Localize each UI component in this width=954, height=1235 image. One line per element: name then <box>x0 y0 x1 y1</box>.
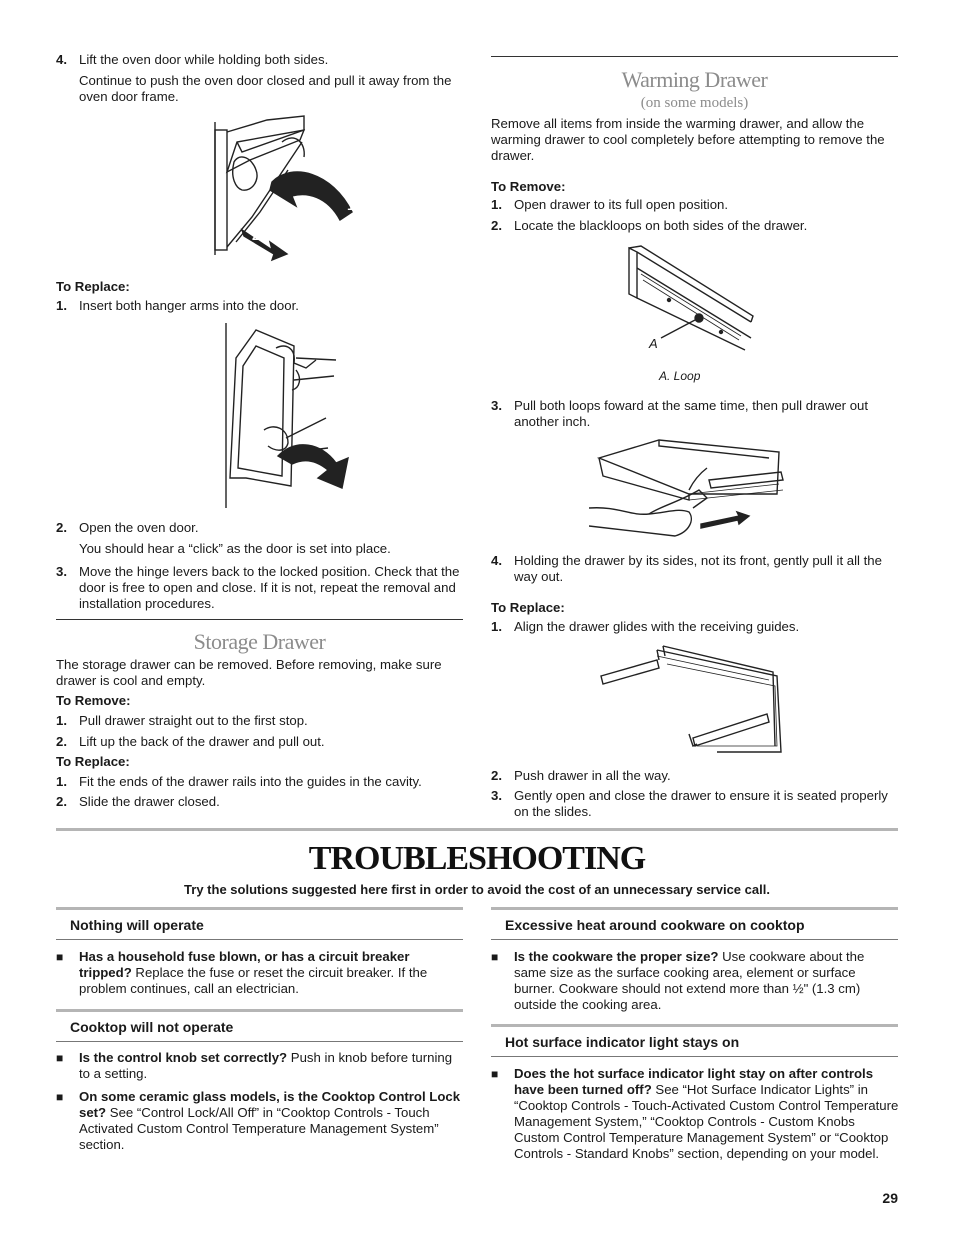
replace-step-2: 2. Open the oven door. You should hear a “click” as the door is set into place. <box>56 520 391 556</box>
troubleshooting-title: TROUBLESHOOTING <box>308 840 646 877</box>
bullet-icon: ■ <box>491 1067 499 1081</box>
warming-remove-1: 1. Open drawer to its full open position. <box>491 197 729 212</box>
bullet-icon: ■ <box>56 1051 64 1065</box>
storage-remove-1: 1. Pull drawer straight out to the first stop. <box>56 713 308 728</box>
drawer-loop-illustration <box>621 244 756 354</box>
figure-label-2: 2 <box>252 228 260 243</box>
warming-replace-2: 2. Push drawer in all the way. <box>491 768 671 783</box>
header-underline <box>491 939 898 940</box>
step-text: Lift the oven door while holding both sides. <box>79 52 329 67</box>
storage-remove-2: 2. Lift up the back of the drawer and pull out. <box>56 734 325 749</box>
header-rule <box>491 907 898 910</box>
replace-step-1: 1. Insert both hanger arms into the door. <box>56 298 299 313</box>
heat-item: ■ Is the cookware the proper size? Use cookware about the same size as the surface cooking area, element or surface burner. Cookware should not extend more than ½" (1.3 cm) outside the cooking area. <box>491 949 865 1012</box>
pull-loops-illustration <box>589 436 789 546</box>
warming-remove-2: 2. Locate the blackloops on both sides of the drawer. <box>491 218 808 233</box>
warming-drawer-title: Warming Drawer <box>621 67 768 92</box>
header-rule <box>56 907 463 910</box>
hot-surface-heading: Hot surface indicator light stays on <box>505 1034 740 1050</box>
storage-replace-heading: To Replace: <box>56 754 130 769</box>
header-underline <box>56 939 463 940</box>
header-underline <box>56 1041 463 1042</box>
nothing-item: ■ Has a household fuse blown, or has a circuit breaker tripped? Replace the fuse or reset the circuit breaker. If the problem continues, call an electrician. <box>56 949 428 996</box>
warming-drawer-subtitle: (on some models) <box>640 95 749 111</box>
oven-door-lift-illustration <box>212 112 372 262</box>
storage-intro: The storage drawer can be removed. Before removing, make sure drawer is cool and empty. <box>56 657 442 688</box>
storage-remove-heading: To Remove: <box>56 693 131 708</box>
figure-label-1: 1 <box>347 197 355 213</box>
replace-step-3: 3. Move the hinge levers back to the locked position. Check that the door is free to open and close. If it is not, repeat the removal and installation procedures. <box>56 564 460 611</box>
header-underline <box>491 1056 898 1057</box>
step-4 <box>56 52 466 105</box>
section-divider <box>491 56 898 57</box>
page-number: 29 <box>882 1190 898 1206</box>
warming-intro: Remove all items from inside the warming drawer, and allow the warming drawer to cool completely before attempting to remove the drawer. <box>491 116 885 163</box>
cooktop-item-2: ■ On some ceramic glass models, is the Cooktop Control Lock set? See “Control Lock/All Off” in “Cooktop Controls - Touch Activated Custom Control Temperature Management System” section. <box>56 1089 461 1152</box>
bullet-icon: ■ <box>56 950 64 964</box>
section-divider <box>56 619 463 620</box>
storage-replace-2: 2. Slide the drawer closed. <box>56 794 220 809</box>
storage-drawer-title: Storage Drawer <box>193 629 326 654</box>
cooktop-not-operate-heading: Cooktop will not operate <box>70 1019 234 1035</box>
figure-label-a: A <box>649 336 658 351</box>
hot-item: ■ Does the hot surface indicator light stay on after controls have been turned off? See “Hot Surface Indicator Lights” in “Cooktop Controls - Touch-Activated Custom Control Temperature Management System,” “Cooktop Controls - Custom Knobs Custom Control Temperature Management System” or “Cooktop Controls - Standard Knobs” section, depending on your model. <box>491 1066 899 1161</box>
to-replace-heading: To Replace: <box>56 279 130 294</box>
excessive-heat-heading: Excessive heat around cookware on cooktop <box>505 917 805 933</box>
troubleshooting-top-rule <box>56 828 898 831</box>
drawer-glides-illustration <box>597 642 792 757</box>
header-rule <box>491 1024 898 1027</box>
warming-replace-1: 1. Align the drawer glides with the receiving guides. <box>491 619 800 634</box>
bullet-icon: ■ <box>491 950 499 964</box>
warming-remove-4: 4. Holding the drawer by its sides, not its front, gently pull it all the way out. <box>491 553 882 584</box>
bullet-icon: ■ <box>56 1090 64 1104</box>
step-continuation: Continue to push the oven door closed and pull it away from the oven door frame. <box>79 73 452 104</box>
storage-replace-1: 1. Fit the ends of the drawer rails into the guides in the cavity. <box>56 774 422 789</box>
warming-replace-3: 3. Gently open and close the drawer to ensure it is seated properly on the slides. <box>491 788 888 819</box>
nothing-will-operate-heading: Nothing will operate <box>70 917 204 933</box>
cooktop-item-1: ■ Is the control knob set correctly? Push in knob before turning to a setting. <box>56 1050 453 1081</box>
hanger-arms-illustration <box>216 318 366 513</box>
figure-caption: A. Loop <box>659 369 701 383</box>
warming-remove-3: 3. Pull both loops foward at the same time, then pull drawer out another inch. <box>491 398 869 429</box>
troubleshooting-subtitle: Try the solutions suggested here first in order to avoid the cost of an unnecessary service call. <box>184 882 770 897</box>
step-number: 4. <box>56 52 67 67</box>
header-rule <box>56 1009 463 1012</box>
warming-remove-heading: To Remove: <box>491 179 566 194</box>
warming-replace-heading: To Replace: <box>491 600 565 615</box>
